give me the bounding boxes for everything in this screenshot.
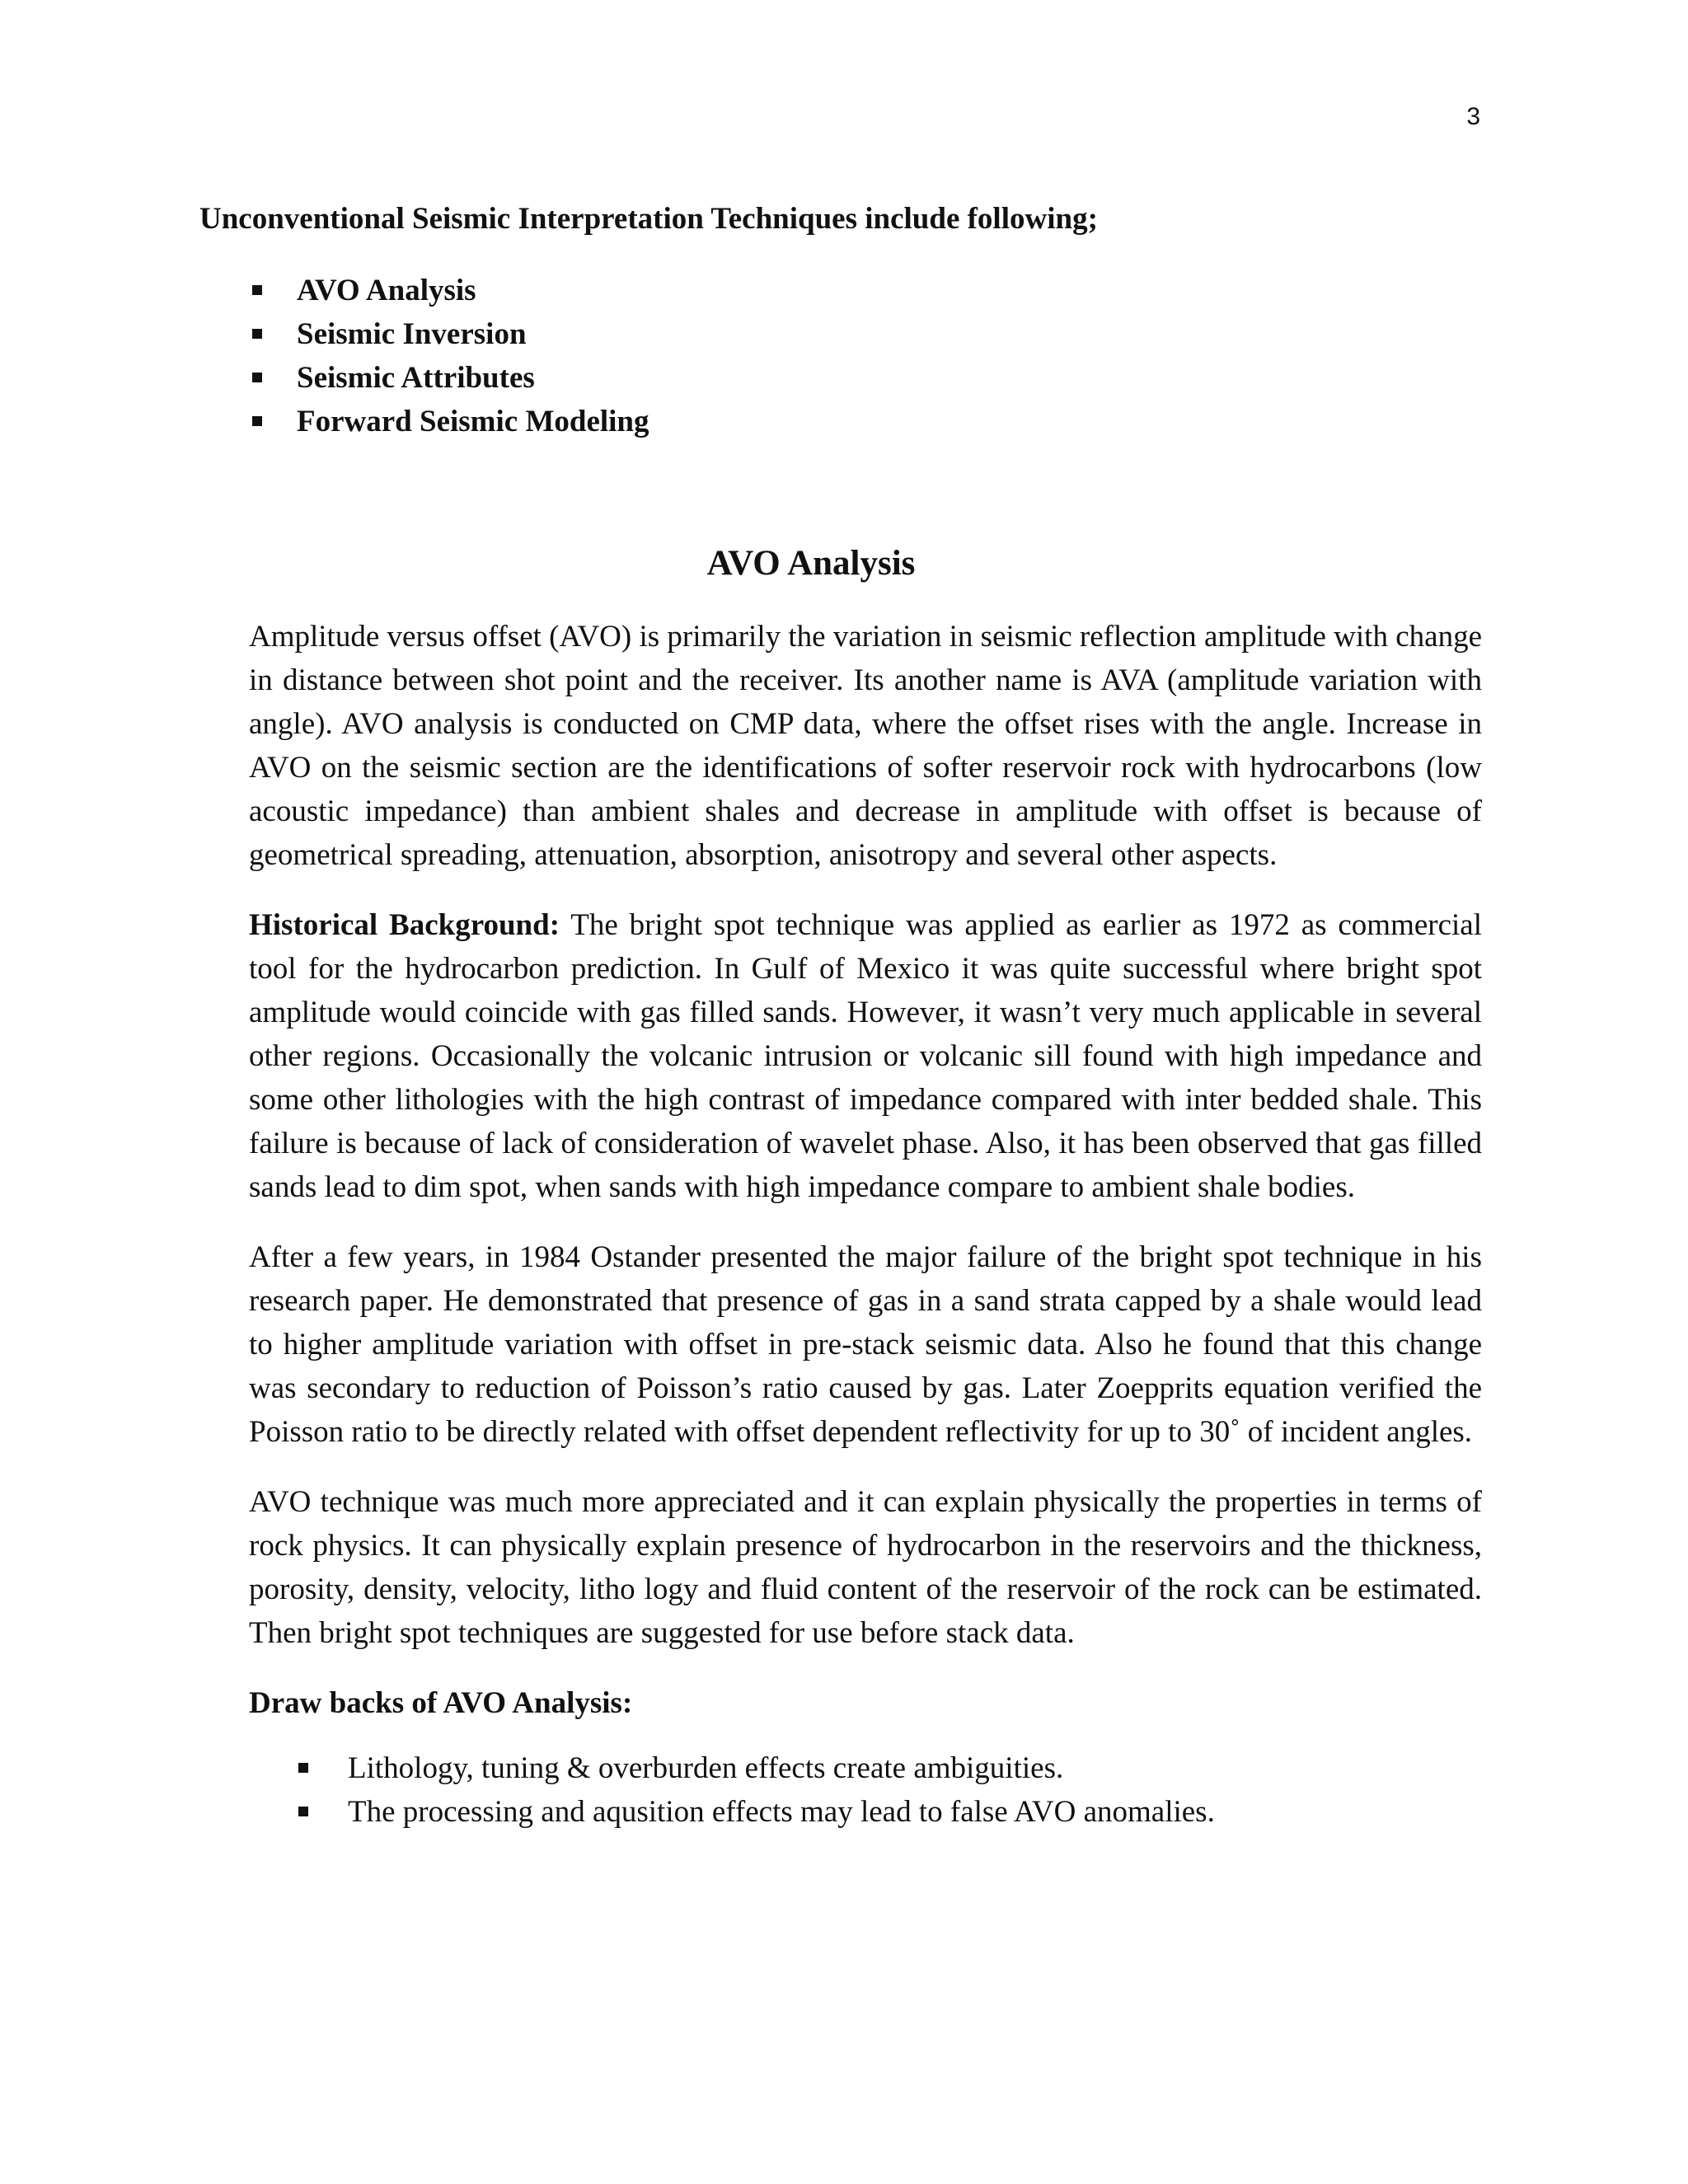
square-bullet-icon bbox=[252, 329, 262, 339]
section-body bbox=[249, 615, 1482, 1834]
square-bullet-icon bbox=[298, 1763, 308, 1773]
square-bullet-icon bbox=[252, 373, 262, 382]
section-title: AVO Analysis bbox=[706, 544, 916, 583]
list-item bbox=[249, 400, 649, 443]
technique-label: Seismic Inversion bbox=[297, 317, 527, 351]
page-number: 3 bbox=[1466, 103, 1480, 130]
square-bullet-icon bbox=[252, 416, 262, 426]
drawbacks-heading: Draw backs of AVO Analysis: bbox=[249, 1686, 633, 1720]
intro-heading: Unconventional Seismic Interpretation Techniques include following; bbox=[199, 202, 1098, 236]
drawback-text: Lithology, tuning & overburden effects create ambiguities. bbox=[348, 1751, 1064, 1785]
drawback-text: The processing and aqusition effects may lead to false AVO anomalies. bbox=[348, 1795, 1215, 1829]
historical-label: Historical Background: bbox=[249, 908, 560, 942]
ostander-paragraph: After a few years, in 1984 Ostander presented the major failure of the bright spot technique in his research paper. He demonstrated that presence of gas in a sand strata capped by a shale would lead to higher amplitude variation with offset in pre-stack seismic data. Also he found that this change was secondary to reduction of Poisson’s ratio caused by gas. Later Zoepprits equation verified the Poisson ratio to be directly related with offset dependent reflectivity for up to 30˚ of incident angles. bbox=[249, 1240, 1482, 1449]
historical-text: The bright spot technique was applied as earlier as 1972 as commercial tool for the hydrocarbon prediction. In Gulf of Mexico it was quite successful where bright spot amplitude would coincide with gas filled sands. However, it wasn’t very much applicable in several other regions. Occasionally the volcanic intrusion or volcanic sill found with high impedance and some other lithologies with the high contrast of impedance compared with inter bedded shale. This failure is because of lack of consideration of wavelet phase. Also, it has been observed that gas filled sands lead to dim spot, when sands with high impedance compare to ambient shale bodies. bbox=[249, 908, 1483, 1204]
intro-paragraph: Amplitude versus offset (AVO) is primarily the variation in seismic reflection amplitude with change in distance between shot point and the receiver. Its another name is AVA (amplitude variation with angle). AVO analysis is conducted on CMP data, where the offset rises with the angle. Increase in AVO on the seismic section are the identifications of softer reservoir rock with hydrocarbons (low acoustic impedance) than ambient shales and decrease in amplitude with offset is because of geometrical spreading, attenuation, absorption, anisotropy and several other aspects. bbox=[249, 620, 1482, 872]
square-bullet-icon bbox=[298, 1807, 308, 1816]
technique-label: Seismic Attributes bbox=[297, 361, 535, 395]
list-item bbox=[249, 1790, 1482, 1834]
drawback-list bbox=[249, 1746, 1482, 1834]
list-item bbox=[249, 269, 649, 312]
list-item bbox=[249, 356, 649, 400]
technique-label: AVO Analysis bbox=[297, 274, 476, 307]
list-item bbox=[249, 312, 649, 356]
technique-list bbox=[249, 269, 649, 443]
technique-label: Forward Seismic Modeling bbox=[297, 405, 649, 438]
rock-physics-paragraph: AVO technique was much more appreciated and it can explain physically the properties in terms of rock physics. It can physically explain presence of hydrocarbon in the reservoirs and the thickness, porosity, density, velocity, litho logy and fluid content of the reservoir of the rock can be estimated. Then bright spot techniques are suggested for use before stack data. bbox=[249, 1485, 1482, 1650]
list-item bbox=[249, 1746, 1482, 1790]
square-bullet-icon bbox=[252, 285, 262, 295]
historical-paragraph bbox=[249, 903, 1482, 1209]
